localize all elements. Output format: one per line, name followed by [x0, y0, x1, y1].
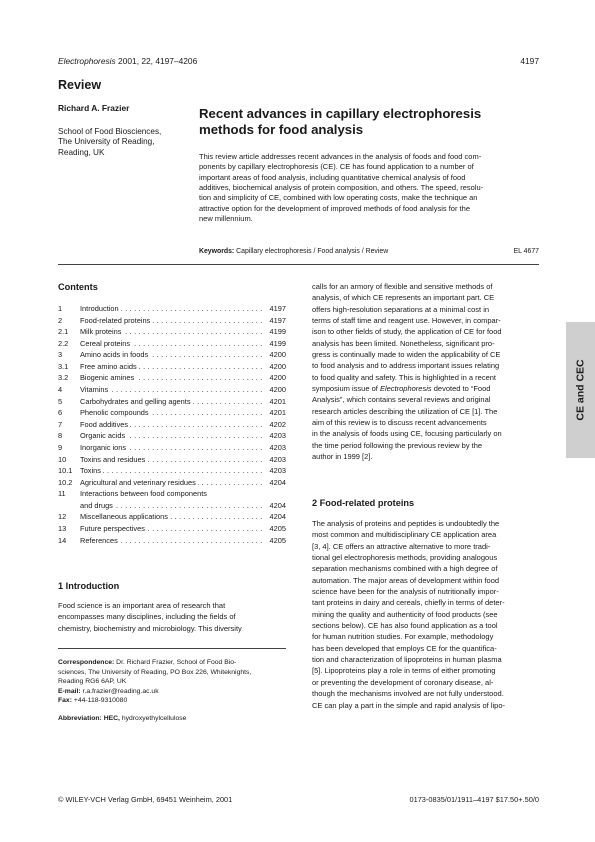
toc-row: [58, 396, 286, 408]
toc-page: 4200: [269, 350, 286, 360]
toc-title: [80, 477, 262, 489]
abbreviation-text: hydroxyethylcellulose: [119, 714, 187, 722]
affiliation-line: Reading, UK: [58, 147, 105, 157]
body-line: to food analysis and to address important issues relating: [312, 361, 500, 371]
toc-title-text: Introduction: [80, 304, 119, 313]
toc-title-text: Miscellaneous applications: [80, 512, 168, 522]
toc-row: [58, 326, 286, 338]
toc-number: 3.2: [58, 373, 69, 383]
body-line: [5]. Lipoproteins play a role in terms of either promoting: [312, 666, 496, 676]
toc-title-text: Future perspectives: [80, 523, 145, 533]
toc-page: 4204: [269, 477, 286, 487]
toc-page: [262, 488, 286, 500]
toc-number: 2.2: [58, 338, 69, 348]
toc-title-text: Cereal proteins: [80, 338, 131, 348]
body-line: tant proteins in dairy and cereals, chiefly in terms of deter-: [312, 598, 505, 608]
toc-title: [80, 454, 262, 466]
title-line: Recent advances in capillary electrophoresis: [199, 106, 482, 121]
body-line: Food science is an important area of research that: [58, 601, 226, 610]
toc-title-text: Vitamins: [80, 385, 109, 395]
toc-number: 8: [58, 431, 63, 441]
toc-title-text: Food-related proteins: [80, 315, 151, 325]
toc-title: [80, 500, 262, 512]
body-line: calls for an armory of flexible and sensitive methods of: [312, 282, 493, 291]
toc-page: 4202: [269, 419, 286, 429]
toc-row: [58, 465, 286, 477]
right-column-paragraph-1: [312, 281, 540, 463]
toc-title: [80, 372, 262, 384]
toc-title: [80, 419, 262, 431]
toc-title: [80, 338, 262, 350]
body-line: chemistry, biochemistry and microbiology. This diversity: [58, 623, 242, 633]
side-tab-label: CE and CEC: [574, 359, 587, 421]
journal-citation: [58, 56, 197, 66]
body-line: terms of staff time and reagent use. However, in compar-: [312, 316, 501, 326]
toc-page: 4197: [269, 304, 286, 313]
body-line: in the analysis of foods using CE, focusing particularly on: [312, 429, 502, 439]
toc-row: [58, 407, 286, 419]
toc-title: [80, 396, 262, 408]
body-line: the time period following the previous review by the: [312, 440, 483, 450]
body-line: offers high-resolution separations at a minimal cost in: [312, 304, 490, 314]
journal-name-inline: Electrophoresis: [379, 384, 432, 394]
toc-page: 4204: [269, 512, 286, 522]
section-heading-food-related-proteins: 2 Food-related proteins: [312, 498, 415, 508]
author-affiliation: [58, 127, 188, 158]
body-line: or preventing the development of coronary disease, al-: [312, 677, 494, 687]
toc-row: [58, 384, 286, 396]
keywords-list: Capillary electrophoresis / Food analysis / Review: [234, 248, 389, 255]
toc-page: 4203: [269, 431, 286, 441]
toc-title-text: Interactions between food components: [80, 489, 207, 499]
toc-number: 10.1: [58, 466, 73, 476]
contents-heading: Contents: [58, 282, 98, 292]
toc-number: 3.1: [58, 361, 69, 371]
page-number: 4197: [520, 56, 539, 66]
toc-row: [58, 430, 286, 442]
body-line: Analysis”, which contains several reviews and original: [312, 395, 491, 405]
correspondence-label: Correspondence:: [58, 659, 115, 666]
toc-page: 4200: [269, 361, 286, 371]
toc-row: [58, 511, 286, 523]
journal-volume-pages: 2001, 22, 4197–4206: [115, 56, 198, 66]
toc-title-text: Biogenic amines: [80, 373, 135, 383]
toc-row: [58, 361, 286, 373]
email-line: [58, 687, 286, 697]
toc-page: 4201: [269, 396, 286, 406]
toc-number: 6: [58, 408, 63, 418]
toc-title: [80, 442, 262, 454]
toc-number: 13: [58, 523, 67, 533]
correspondence-line: Reading RG6 6AP, UK: [58, 678, 127, 685]
toc-page: 4205: [269, 523, 286, 533]
toc-number: 5: [58, 396, 63, 406]
toc-row: [58, 338, 286, 350]
el-code: EL 4677: [513, 248, 539, 255]
toc-title-text: Milk proteins: [80, 327, 122, 337]
toc-row: [58, 477, 286, 489]
body-line: tion and characterization of lipoproteins in human plasma: [312, 655, 502, 665]
toc-title-text: Agricultural and veterinary residues: [80, 477, 196, 487]
toc-row: [58, 315, 286, 327]
toc-number: 14: [58, 535, 67, 545]
toc-page: 4201: [269, 408, 286, 418]
abbreviation-line: [58, 714, 286, 724]
introduction-paragraph: [58, 600, 286, 634]
abstract-line: tion and simplicity of CE, combined with low operating costs, make the technique an: [199, 193, 478, 203]
toc-title: [80, 384, 262, 396]
section-heading-introduction: 1 Introduction: [58, 581, 120, 591]
toc-title-text: Carbohydrates and gelling agents: [80, 396, 191, 406]
toc-number: 2: [58, 315, 63, 325]
abstract-line: new millennium.: [199, 214, 253, 224]
keywords: [199, 248, 388, 255]
body-line: tional gel electrophoresis methods, providing analogous: [312, 553, 498, 563]
correspondence-line: [58, 658, 286, 668]
affiliation-line: The University of Reading,: [58, 137, 155, 147]
toc-title-text: and drugs: [80, 500, 113, 510]
toc-title-text: Amino acids in foods: [80, 350, 149, 360]
toc-title: [80, 523, 262, 535]
toc-title-text: Phenolic compounds: [80, 408, 149, 418]
toc-number: [58, 500, 80, 512]
body-line: aim of this review is to discuss recent advancements: [312, 418, 487, 428]
toc-page: 4205: [269, 535, 286, 545]
toc-number: 3: [58, 350, 63, 360]
toc-number: 12: [58, 512, 67, 522]
toc-page: 4200: [269, 373, 286, 383]
article-type: Review: [58, 78, 102, 92]
toc-title-text: Free amino acids: [80, 361, 137, 371]
toc-page: 4199: [269, 327, 286, 337]
body-line: [3, 4]. CE offers an attractive alternative to more tradi-: [312, 541, 491, 551]
body-line: research articles describing the utilization of CE [1]. The: [312, 406, 498, 416]
body-line: sections below). CE has also found application as a tool: [312, 621, 498, 631]
article-title: [199, 106, 539, 137]
toc-number: 2.1: [58, 327, 69, 337]
toc-row: [58, 500, 286, 512]
toc-title-text: Toxins: [80, 466, 101, 476]
issn-footer: 0173-0835/01/1911–4197 $17.50+.50/0: [409, 795, 539, 804]
toc-row: [58, 419, 286, 431]
body-line: most common and multidisciplinary CE application area: [312, 530, 497, 540]
toc-page: 4199: [269, 338, 286, 348]
toc-row: [58, 454, 286, 466]
toc-number: 1: [58, 304, 63, 313]
toc-title: [80, 535, 262, 547]
toc-title: [80, 407, 262, 419]
keywords-label: Keywords:: [199, 248, 235, 255]
toc-page: 4197: [269, 315, 286, 325]
toc-row: [58, 535, 286, 547]
body-line: gress is continually made to widen the applicability of CE: [312, 350, 501, 360]
abstract: [199, 152, 539, 224]
side-tab-label-wrap: [566, 322, 595, 458]
footnote-divider: [58, 648, 286, 649]
title-line: methods for food analysis: [199, 121, 364, 137]
abstract-line: important areas of food analysis, including quantitative chemical analysis of food: [199, 172, 466, 182]
toc-page: 4203: [269, 442, 286, 452]
body-line: separation mechanisms combined with a high degree of: [312, 564, 498, 574]
body-line: to food quality and safety. This is highlighted in a recent: [312, 372, 497, 382]
body-line: analysis has been limited. Nonetheless, significant pro-: [312, 338, 495, 348]
abstract-line: attractive option for the development of improved methods of food analysis for the: [199, 203, 470, 213]
toc-number: 7: [58, 419, 63, 429]
body-line: automation. The major areas of development within food: [312, 575, 500, 585]
toc-row: [58, 372, 286, 384]
body-line: ison to other fields of study, the application of CE for food: [312, 327, 502, 337]
table-of-contents: [58, 303, 286, 546]
toc-title-text: References: [80, 535, 118, 545]
toc-title: [80, 349, 262, 361]
fax-label: Fax:: [58, 697, 72, 704]
toc-row: [58, 488, 286, 500]
body-line: has been developed that employs CE for the quantifica-: [312, 643, 497, 653]
affiliation-line: School of Food Biosciences,: [58, 127, 162, 136]
toc-row: [58, 349, 286, 361]
abstract-line: This review article addresses recent advances in the analysis of foods and food com-: [199, 152, 482, 161]
toc-page: 4203: [269, 454, 286, 464]
toc-page: 4204: [269, 500, 286, 510]
toc-number: 10.2: [58, 477, 73, 487]
email-address: r.a.frazier@reading.ac.uk: [80, 687, 159, 695]
toc-number: 9: [58, 442, 63, 452]
toc-title-text: Toxins and residues: [80, 454, 146, 464]
toc-row: [58, 442, 286, 454]
author-name: Richard A. Frazier: [58, 103, 130, 113]
body-line: mining the quality and authenticity of food products (see: [312, 609, 498, 619]
abbreviation-label: Abbreviation: HEC,: [58, 714, 120, 722]
toc-title: [80, 488, 262, 500]
toc-title-text: Inorganic ions: [80, 442, 127, 452]
toc-title: [80, 303, 262, 315]
toc-title: [80, 465, 262, 477]
toc-number: 11: [58, 489, 66, 499]
abstract-line: additives, biochemical analysis of protein composition, and others. The speed, resolu-: [199, 183, 484, 193]
toc-number: 10: [58, 454, 67, 464]
body-line: encompasses many disciplines, including the fields of: [58, 612, 236, 622]
abstract-line: ponents by capillary electrophoresis (CE). CE has found application to a number of: [199, 162, 474, 172]
toc-title: [80, 361, 262, 373]
body-line: CE can play a part in the simple and rapid analysis of lipo-: [312, 700, 506, 710]
body-line: The analysis of proteins and peptides is undoubtedly the: [312, 519, 500, 528]
correspondence-line: sciences, The University of Reading, PO Box 226, Whiteknights,: [58, 668, 252, 676]
body-text: symposium issue of: [312, 384, 380, 394]
toc-title: [80, 430, 262, 442]
toc-row: [58, 523, 286, 535]
body-line: though the mechanisms involved are not fully understood.: [312, 689, 504, 699]
toc-title: [80, 511, 262, 523]
toc-number: 4: [58, 385, 63, 395]
toc-title: [80, 315, 262, 327]
fax-number: +44-118-9310080: [71, 697, 128, 704]
body-line: [312, 383, 540, 394]
body-line: author in 1999 [2].: [312, 452, 373, 462]
toc-title: [80, 326, 262, 338]
toc-title-text: Organic acids: [80, 431, 126, 441]
copyright-footer: © WILEY-VCH Verlag GmbH, 69451 Weinheim, 2001: [58, 795, 233, 804]
right-column-paragraph-2: [312, 518, 540, 711]
toc-title-text: Food additives: [80, 419, 129, 429]
toc-page: 4200: [269, 385, 286, 395]
body-line: science have been for the analysis of nutritionally impor-: [312, 587, 499, 597]
correspondence-block: [58, 658, 286, 723]
journal-name: Electrophoresis: [58, 56, 116, 66]
toc-page: 4203: [269, 466, 286, 476]
correspondence-text: Dr. Richard Frazier, School of Food Bio-: [114, 659, 237, 666]
email-label: E-mail:: [58, 687, 81, 695]
fax-line: [58, 696, 286, 706]
body-line: for human nutrition studies. For example, methodology: [312, 632, 494, 642]
header-divider: [58, 264, 539, 265]
body-line: analysis, of which CE represents an important part. CE: [312, 293, 495, 303]
body-text: devoted to “Food: [431, 384, 491, 394]
toc-row: [58, 303, 286, 315]
